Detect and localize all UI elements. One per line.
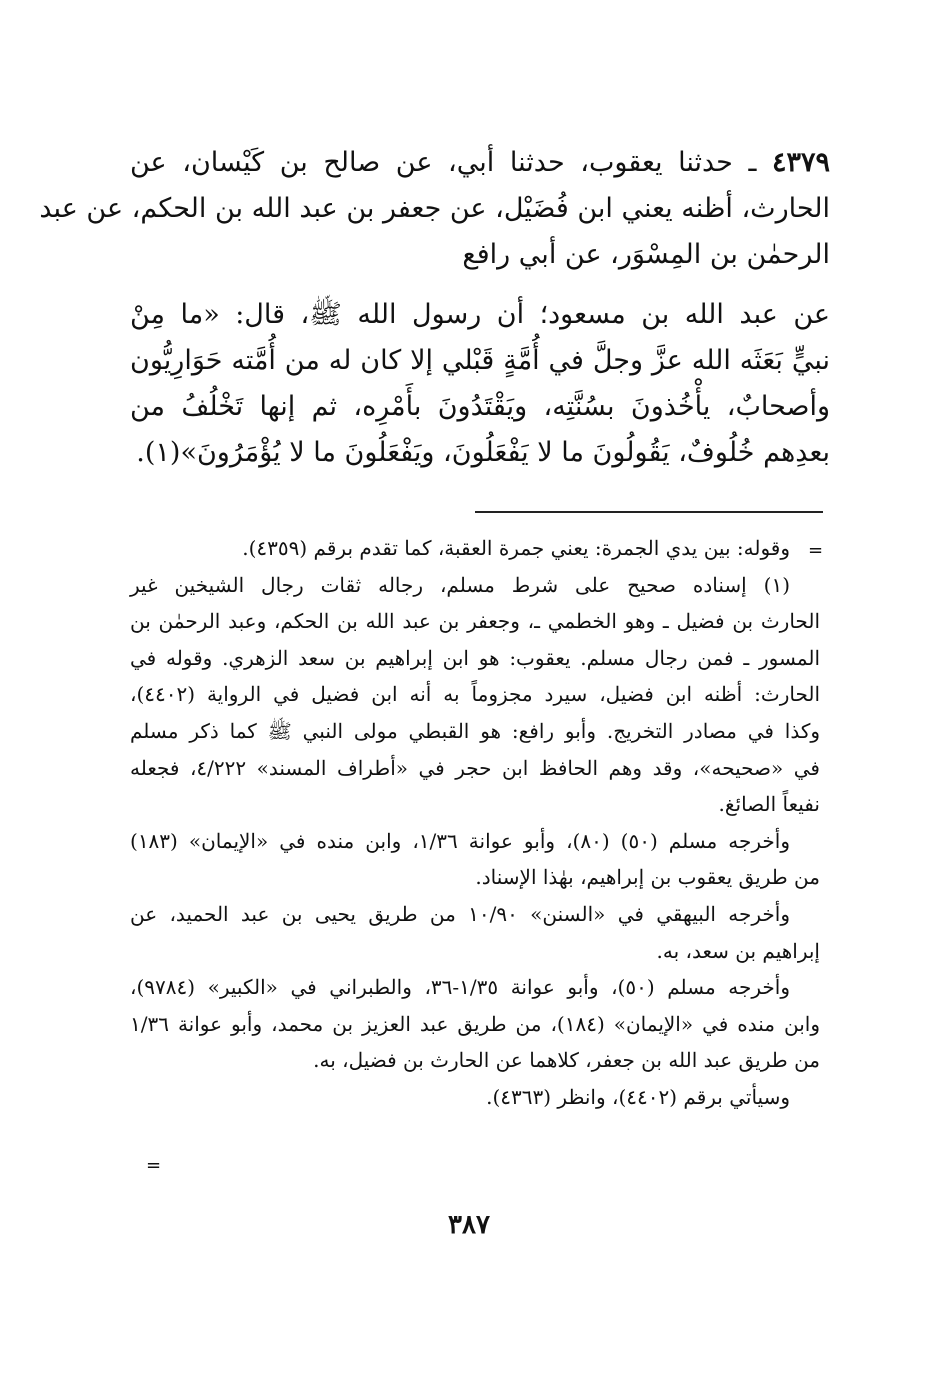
footnotes-block bbox=[130, 530, 820, 1116]
isnad-line bbox=[130, 140, 830, 186]
footnote-line: الحارث: أظنه ابن فضيل، سيرد مجزوماً به أنه ابن فضيل في الرواية (٤٤٠٢)، bbox=[130, 682, 820, 707]
footnote-line: وكذا في مصادر التخريج. وأبو رافع: هو القبطي مولى النبي ﷺ كما ذكر مسلم bbox=[130, 718, 820, 743]
isnad-line-text: ـ حدثنا يعقوب، حدثنا أبي، عن صالح بن كَيْسان، عن bbox=[130, 147, 757, 178]
matn-line: عن عبد الله بن مسعود؛ أن رسول الله ﷺ، قال: «ما مِنْ bbox=[130, 299, 830, 330]
isnad-block bbox=[39, 140, 830, 278]
footnote-line: وأخرجه مسلم (٥٠) (٨٠)، وأبو عوانة ١/٣٦، وابن منده في «الإيمان» (١٨٣) bbox=[130, 828, 791, 853]
footnote-line: من طريق عبد الله بن جعفر، كلاهما عن الحارث بن فضيل، به. bbox=[313, 1048, 820, 1073]
isnad-line: الحارث، أظنه يعني ابن فُضَيْل، عن جعفر بن عبد الله بن الحكم، عن عبد bbox=[39, 193, 830, 224]
continues-mark: = bbox=[146, 1155, 162, 1176]
footnote-line: الحارث بن فضيل ـ وهو الخطمي ـ، وجعفر بن عبد الله بن الحكم، وعبد الرحمٰن بن bbox=[130, 609, 820, 634]
footnote-line: في «صحيحه»، وقد وهم الحافظ ابن حجر في «أطراف المسند» ٤/٢٢٢، فجعله bbox=[130, 755, 820, 780]
footnote-continued-line: وقوله: بين يدي الجمرة: يعني جمرة العقبة، كما تقدم برقم (٤٣٥٩). bbox=[242, 536, 790, 560]
footnote-line: وابن منده في «الإيمان» (١٨٤)، من طريق عبد العزيز بن محمد، وأبو عوانة ١/٣٦ bbox=[130, 1011, 820, 1036]
page-number: ٣٨٧ bbox=[448, 1210, 490, 1240]
matn-line: نبيٍّ بَعَثَه الله عزَّ وجلَّ في أُمَّةٍ قَبْلي إلا كان له من أُمَّته حَوَارِيُّون bbox=[130, 345, 830, 376]
footnote-line: إبراهيم بن سعد، به. bbox=[656, 938, 820, 963]
footnote-line: نفيعاً الصائغ. bbox=[718, 792, 820, 817]
carry-over-mark: = bbox=[808, 540, 824, 561]
hadith-number: ٤٣٧٩ bbox=[771, 147, 830, 178]
isnad-line: الرحمٰن بن المِسْوَر، عن أبي رافع bbox=[462, 239, 830, 270]
footnote-divider bbox=[475, 511, 823, 513]
matn-block bbox=[130, 292, 830, 476]
footnote-line: (١) إسناده صحيح على شرط مسلم، رجاله ثقات رجال الشيخين غير bbox=[130, 572, 790, 597]
footnote-line: من طريق يعقوب بن إبراهيم، بهٰذا الإسناد. bbox=[475, 865, 820, 890]
footnote-line: وأخرجه مسلم (٥٠)، وأبو عوانة ١/٣٥-٣٦، والطبراني في «الكبير» (٩٧٨٤)، bbox=[130, 975, 790, 1000]
footnote-line: وسيأتي برقم (٤٤٠٢)، وانظر (٤٣٦٣). bbox=[486, 1084, 790, 1109]
footnote-line: المسور ـ فمن رجال مسلم. يعقوب: هو ابن إبراهيم بن سعد الزهري. وقوله في bbox=[130, 645, 820, 670]
matn-line: وأصحابٌ، يأْخُذونَ بسُنَّتِه، ويَقْتَدُونَ بأَمْرِه، ثم إنها تَخْلُفُ من bbox=[130, 391, 830, 422]
footnote-line: وأخرجه البيهقي في «السنن» ١٠/٩٠ من طريق يحيى بن عبد الحميد، عن bbox=[130, 901, 790, 926]
matn-line: بعدِهم خُلُوفٌ، يَقُولُونَ ما لا يَفْعَلُونَ، ويَفْعَلُونَ ما لا يُؤْمَرُونَ»(١). bbox=[136, 437, 830, 468]
